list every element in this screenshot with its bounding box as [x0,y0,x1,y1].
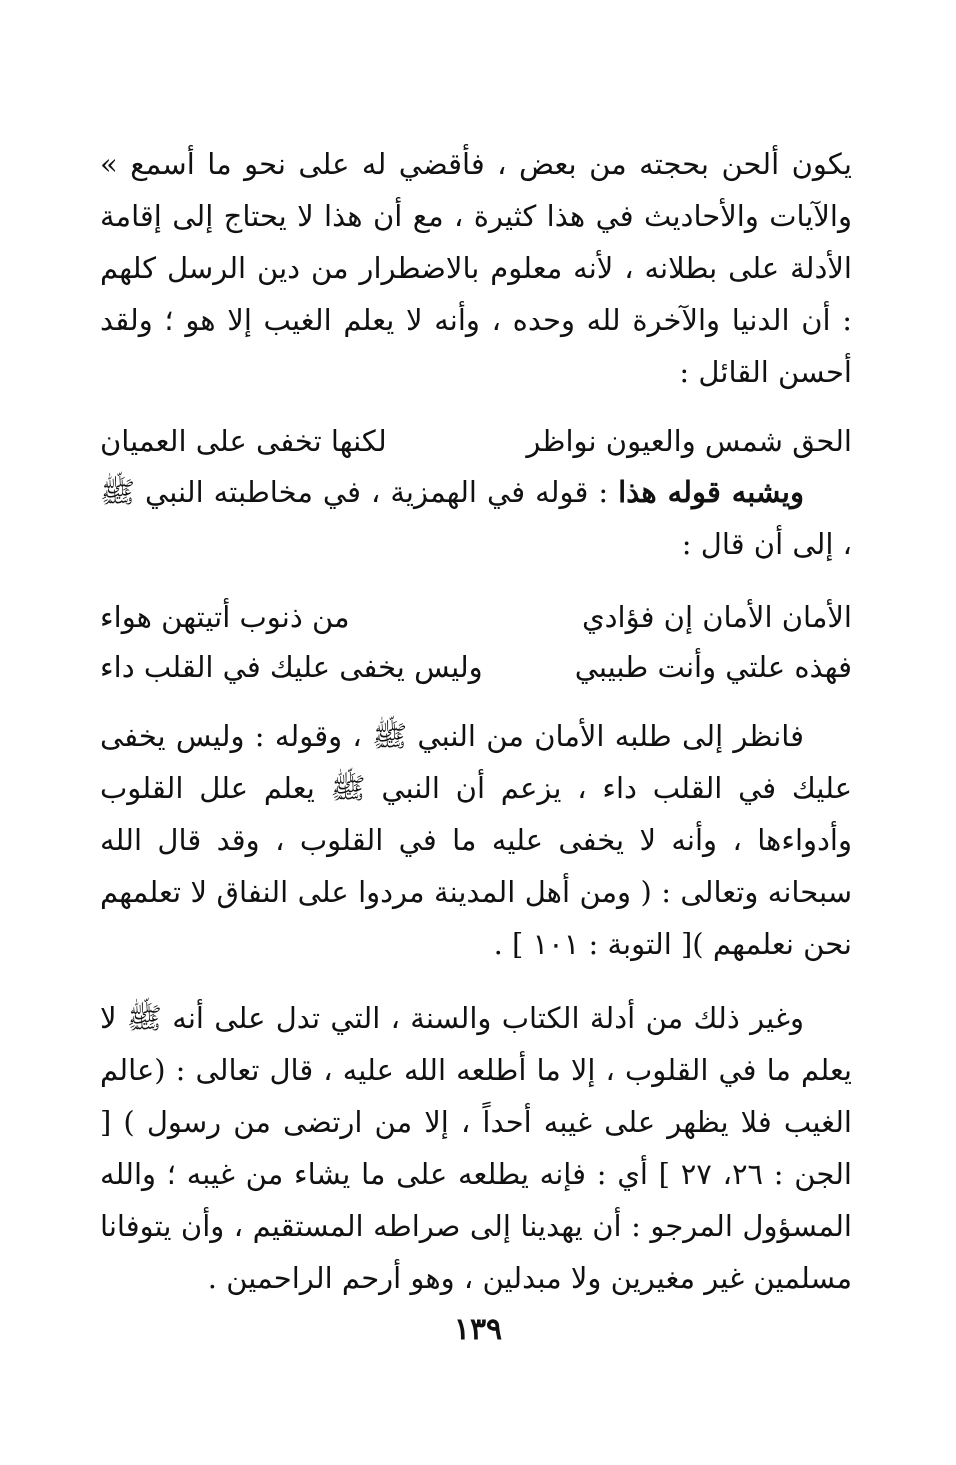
spacer [100,570,852,592]
paragraph-2-text: : قوله في الهمزية ، في مخاطبته النبي ﷺ ، إلى أن قال : [100,475,852,561]
spacer [100,692,852,710]
verse-3 [100,642,852,692]
verse-2-second-hemistich: من ذنوب أتيتهن هواء [100,600,350,634]
paragraph-3: فانظر إلى طلبه الأمان من النبي ﷺ ، وقوله : وليس يخفى عليك في القلب داء ، يزعم أن النبي ﷺ يعلم علل القلوب وأدواءها ، وأنه لا يخفى عليه ما في القلوب ، وقد قال الله سبحانه وتعالى : ( ومن أهل المدينة مردوا على النفاق لا تعلمهم نحن نعلمهم )[ التوبة : ١٠١ ] . [100,719,852,961]
page-body [100,138,852,1304]
verse-1-second-hemistich: لكنها تخفى على العميان [100,424,387,458]
spacer [100,970,852,992]
verse-3-second-hemistich: وليس يخفى عليك في القلب داء [100,650,483,684]
verse-3-first-hemistich: فهذه علتي وأنت طبيبي [574,650,852,684]
verse-2 [100,592,852,642]
paragraph-2 [100,466,852,570]
paragraph-1: يكون ألحن بحجته من بعض ، فأقضي له على نحو ما أسمع » والآيات والأحاديث في هذا كثيرة ، مع أن هذا لا يحتاج إلى إقامة الأدلة على بطلانه ، لأنه معلوم بالاضطرار من دين الرسل كلهم : أن الدنيا والآخرة لله وحده ، وأنه لا يعلم الغيب إلا هو ؛ ولقد أحسن القائل : [100,147,852,389]
spacer [100,398,852,416]
verse-1-first-hemistich: الحق شمس والعيون نواظر [526,424,852,458]
verse-2-first-hemistich: الأمان الأمان إن فؤادي [581,600,852,634]
verse-1 [100,416,852,466]
page-number: ١٣٩ [453,1312,503,1347]
paragraph-2-bold-lead: ويشبه قوله هذا [618,475,804,509]
paragraph-4: وغير ذلك من أدلة الكتاب والسنة ، التي تدل على أنه ﷺ لا يعلم ما في القلوب ، إلا ما أطلعه الله عليه ، قال تعالى : (عالم الغيب فلا يظهر على غيبه أحداً ، إلا من ارتضى من رسول ) [ الجن : ٢٦، ٢٧ ] أي : فإنه يطلعه على ما يشاء من غيبه ؛ والله المسؤول المرجو : أن يهدينا إلى صراطه المستقيم ، وأن يتوفانا مسلمين غير مغيرين ولا مبدلين ، وهو أرحم الراحمين . [100,1001,852,1295]
